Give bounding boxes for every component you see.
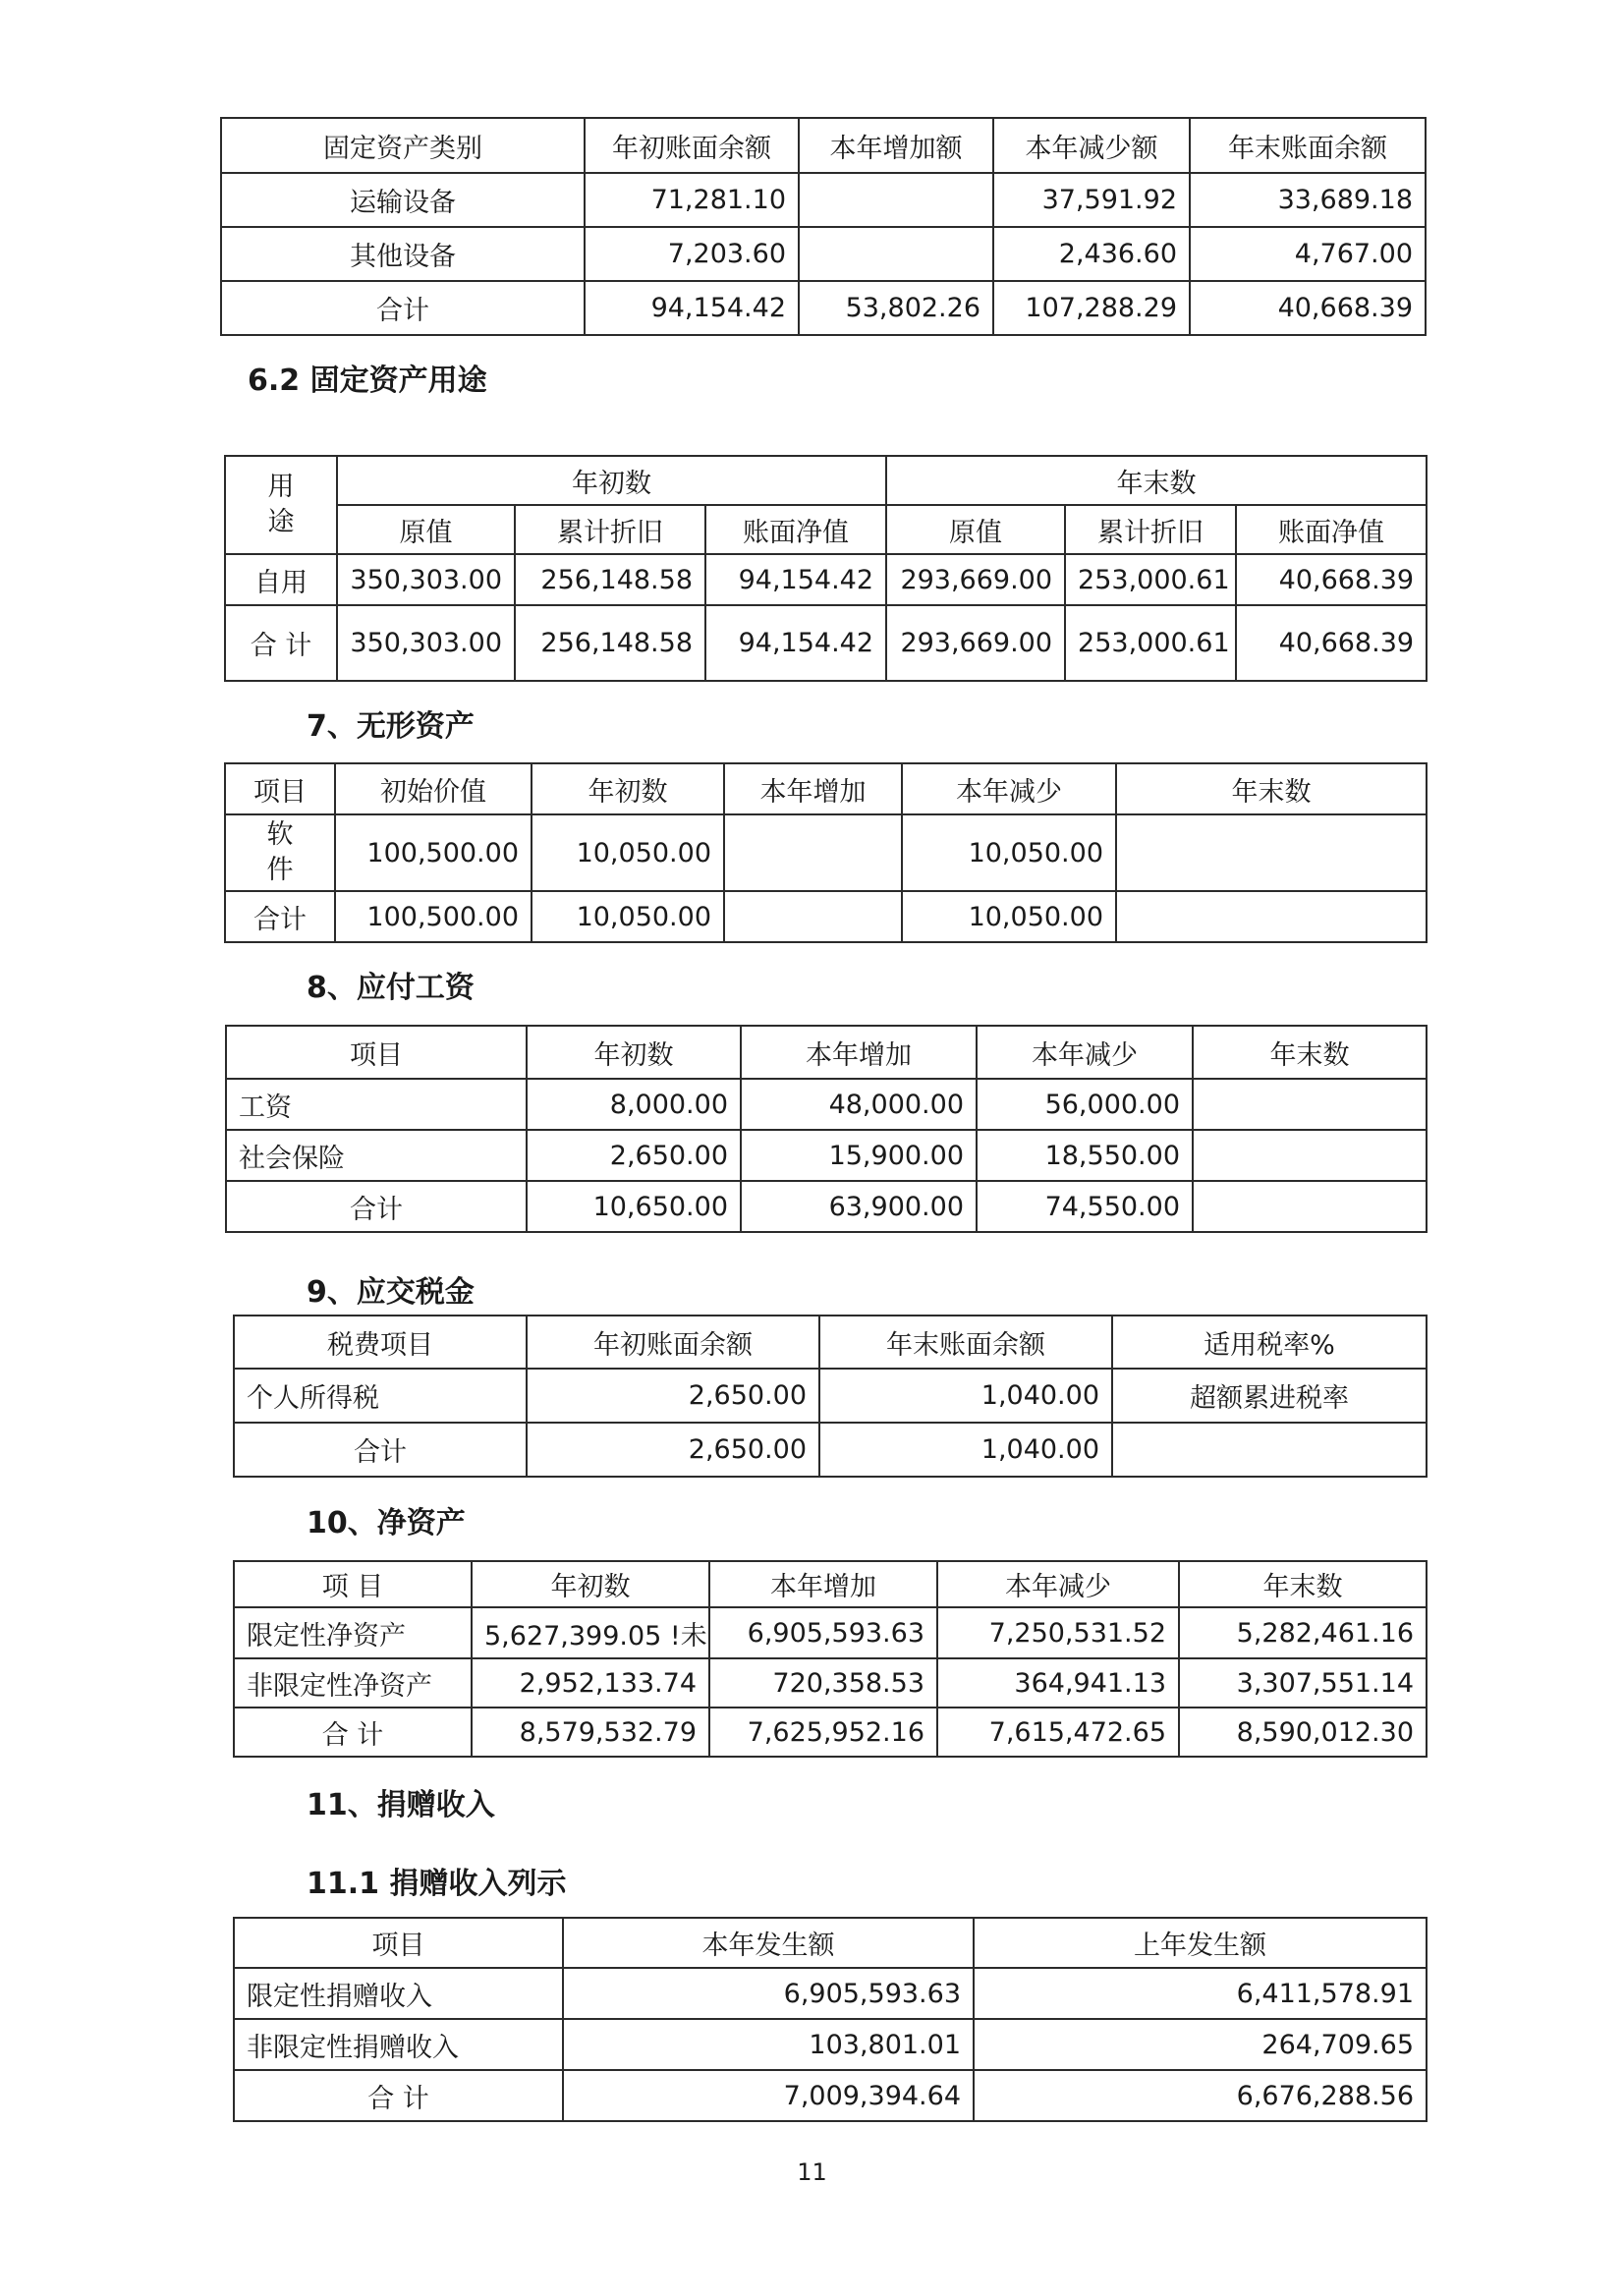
section-heading-10: 10、净资产 [307,1506,466,1540]
section-heading-9: 9、应交税金 [307,1275,475,1310]
header-cell: 初始价值 [335,763,532,814]
value-cell: 18,550.00 [977,1130,1193,1181]
value-cell: 5,627,399.05 !未 [472,1607,709,1658]
value-cell: 264,709.65 [974,2019,1427,2070]
value-cell: 107,288.29 [993,281,1190,335]
section-heading-11: 11、捐赠收入 [307,1788,495,1822]
header-cell: 适用税率% [1112,1316,1427,1369]
value-cell [1193,1079,1427,1130]
header-cell: 本年增加额 [799,118,993,173]
table-row [221,227,1426,281]
value-cell: 7,250,531.52 [937,1607,1179,1658]
row-label-line-1: 软 [266,819,294,850]
section-heading-11-1: 11.1 捐赠收入列示 [307,1867,567,1901]
value-cell: 6,905,593.63 [563,1968,974,2019]
row-label: 非限定性净资产 [234,1658,472,1708]
donation-income-table [233,1917,1428,2122]
page-number: 11 [797,2158,827,2186]
value-cell: 15,900.00 [741,1130,977,1181]
value-cell: 37,591.92 [993,173,1190,227]
subheader-cell: 累计折旧 [1065,505,1236,554]
header-cell: 项 目 [234,1561,472,1607]
row-label [225,814,335,891]
value-cell: 10,050.00 [902,891,1116,942]
row-label: 合 计 [234,2070,563,2121]
table-row [234,2019,1427,2070]
table-row [226,1079,1427,1130]
header-cell: 本年减少 [937,1561,1179,1607]
value-cell: 253,000.61 [1065,605,1236,681]
header-cell: 本年减少 [902,763,1116,814]
value-cell: 8,579,532.79 [472,1708,709,1757]
table-header-row [234,1561,1427,1607]
value-cell: 7,615,472.65 [937,1708,1179,1757]
value-cell: 720,358.53 [709,1658,937,1708]
table-row-total [226,1181,1427,1232]
value-cell: 3,307,551.14 [1179,1658,1427,1708]
header-cell: 年末数 [1179,1561,1427,1607]
table-row [234,1658,1427,1708]
table-header-row [234,1316,1427,1369]
row-label: 非限定性捐赠收入 [234,2019,563,2070]
header-cell: 本年增加 [709,1561,937,1607]
tax-rate-cell [1112,1423,1427,1477]
row-label: 其他设备 [221,227,585,281]
header-cell: 项目 [225,763,335,814]
header-cell: 税费项目 [234,1316,527,1369]
value-cell: 1,040.00 [819,1369,1112,1423]
value-cell: 7,203.60 [585,227,799,281]
value-cell: 253,000.61 [1065,554,1236,605]
table-row-total [234,2070,1427,2121]
value-cell: 5,282,461.16 [1179,1607,1427,1658]
row-label: 限定性净资产 [234,1607,472,1658]
subheader-cell: 账面净值 [1236,505,1427,554]
table-header-row [225,763,1427,814]
row-label: 合 计 [225,605,337,681]
row-label: 个人所得税 [234,1369,527,1423]
table-row-total [225,891,1427,942]
value-cell: 53,802.26 [799,281,993,335]
section-heading-6-2: 6.2 固定资产用途 [248,364,487,398]
value-cell: 40,668.39 [1190,281,1426,335]
value-cell: 256,148.58 [515,605,705,681]
subheader-cell: 原值 [337,505,515,554]
tax-rate-cell: 超额累进税率 [1112,1369,1427,1423]
value-cell [1193,1181,1427,1232]
section-heading-8: 8、应付工资 [307,971,475,1005]
value-cell: 48,000.00 [741,1079,977,1130]
intangible-assets-table [224,762,1428,943]
table-row [221,173,1426,227]
value-cell: 94,154.42 [585,281,799,335]
value-cell: 2,650.00 [527,1130,741,1181]
value-cell: 256,148.58 [515,554,705,605]
header-cell: 项目 [234,1918,563,1968]
header-cell: 本年发生额 [563,1918,974,1968]
header-cell: 年末数 [1193,1026,1427,1079]
table-header-row [226,1026,1427,1079]
row-label: 自用 [225,554,337,605]
value-cell: 40,668.39 [1236,554,1427,605]
taxes-payable-table [233,1315,1428,1478]
header-cell: 上年发生额 [974,1918,1427,1968]
value-cell: 33,689.18 [1190,173,1426,227]
value-cell [1116,891,1427,942]
value-cell: 350,303.00 [337,605,515,681]
value-cell: 63,900.00 [741,1181,977,1232]
row-label: 限定性捐赠收入 [234,1968,563,2019]
value-cell: 10,050.00 [532,891,724,942]
fixed-assets-category-table [220,117,1427,336]
group-header-end: 年末数 [886,456,1427,505]
table-subheader-row [225,505,1427,554]
value-cell: 1,040.00 [819,1423,1112,1477]
header-cell: 年末账面余额 [1190,118,1426,173]
value-cell [799,173,993,227]
header-cell: 年初账面余额 [527,1316,819,1369]
value-cell: 71,281.10 [585,173,799,227]
table-row [225,814,1427,891]
value-cell: 10,050.00 [902,814,1116,891]
subheader-cell: 账面净值 [705,505,886,554]
header-cell: 本年减少额 [993,118,1190,173]
wages-payable-table [225,1025,1428,1233]
value-cell: 293,669.00 [886,554,1065,605]
table-row-total [234,1708,1427,1757]
value-cell: 8,000.00 [527,1079,741,1130]
value-cell: 6,676,288.56 [974,2070,1427,2121]
value-cell: 40,668.39 [1236,605,1427,681]
header-cell: 本年减少 [977,1026,1193,1079]
use-header-line-2: 途 [267,507,295,537]
row-label: 社会保险 [226,1130,527,1181]
value-cell: 10,050.00 [532,814,724,891]
table-row [234,1369,1427,1423]
row-label: 合计 [234,1423,527,1477]
value-cell: 100,500.00 [335,814,532,891]
value-cell: 94,154.42 [705,605,886,681]
table-header-row [221,118,1426,173]
table-header-row [234,1918,1427,1968]
header-cell: 年初数 [527,1026,741,1079]
row-label: 工资 [226,1079,527,1130]
row-label: 合 计 [234,1708,472,1757]
header-cell: 项目 [226,1026,527,1079]
row-label: 运输设备 [221,173,585,227]
value-cell [724,814,902,891]
table-row-total [234,1423,1427,1477]
section-heading-7: 7、无形资产 [307,709,475,744]
header-cell: 本年增加 [741,1026,977,1079]
table-row-total [225,605,1427,681]
table-row [234,1607,1427,1658]
value-cell: 2,436.60 [993,227,1190,281]
value-cell: 2,952,133.74 [472,1658,709,1708]
row-label: 合计 [221,281,585,335]
header-cell: 年初账面余额 [585,118,799,173]
value-cell: 364,941.13 [937,1658,1179,1708]
value-cell: 293,669.00 [886,605,1065,681]
value-cell: 103,801.01 [563,2019,974,2070]
subheader-cell: 原值 [886,505,1065,554]
header-cell: 年初数 [472,1561,709,1607]
fixed-assets-use-table [224,455,1428,682]
value-cell: 74,550.00 [977,1181,1193,1232]
table-row [225,554,1427,605]
header-cell: 本年增加 [724,763,902,814]
header-cell: 年末数 [1116,763,1427,814]
header-cell: 固定资产类别 [221,118,585,173]
net-assets-table [233,1560,1428,1758]
value-cell: 6,411,578.91 [974,1968,1427,2019]
table-row [226,1130,1427,1181]
value-cell: 2,650.00 [527,1423,819,1477]
value-cell: 8,590,012.30 [1179,1708,1427,1757]
value-cell: 7,009,394.64 [563,2070,974,2121]
header-cell: 年末账面余额 [819,1316,1112,1369]
row-label: 合计 [226,1181,527,1232]
table-group-header-row [225,456,1427,505]
header-cell: 年初数 [532,763,724,814]
value-cell: 4,767.00 [1190,227,1426,281]
group-header-start: 年初数 [337,456,886,505]
value-cell: 100,500.00 [335,891,532,942]
value-cell [1193,1130,1427,1181]
value-cell: 7,625,952.16 [709,1708,937,1757]
value-cell: 56,000.00 [977,1079,1193,1130]
value-cell: 94,154.42 [705,554,886,605]
row-label-line-2: 件 [266,855,294,885]
use-header-line-1: 用 [267,472,295,502]
use-header-cell [225,456,337,554]
subheader-cell: 累计折旧 [515,505,705,554]
value-cell: 10,650.00 [527,1181,741,1232]
row-label: 合计 [225,891,335,942]
value-cell [1116,814,1427,891]
value-cell: 2,650.00 [527,1369,819,1423]
value-cell: 6,905,593.63 [709,1607,937,1658]
value-cell [724,891,902,942]
table-row-total [221,281,1426,335]
table-row [234,1968,1427,2019]
value-cell: 350,303.00 [337,554,515,605]
value-cell [799,227,993,281]
